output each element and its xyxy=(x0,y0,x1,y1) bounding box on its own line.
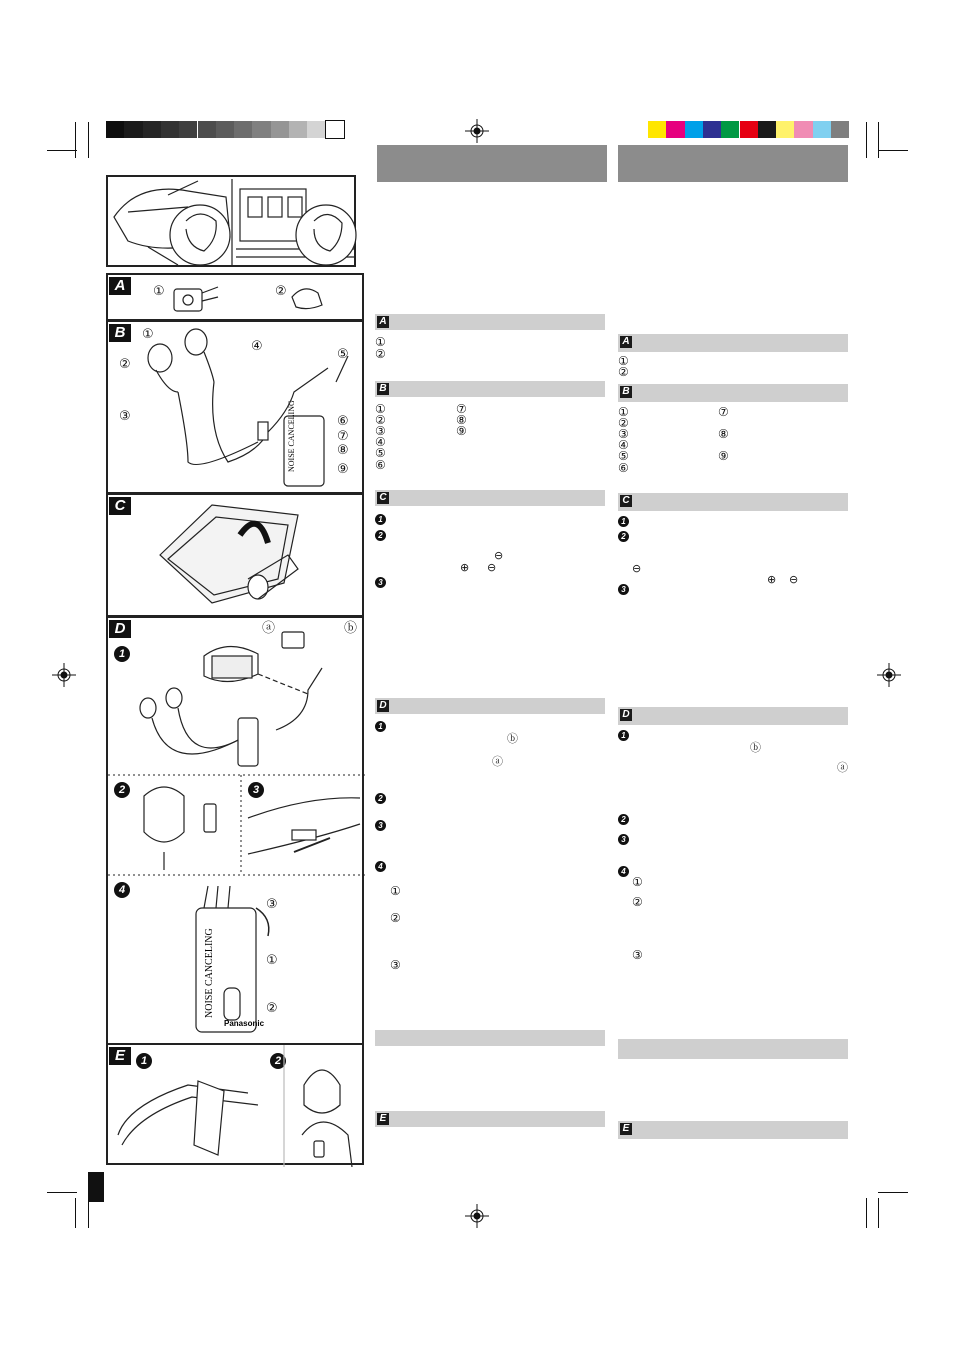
right-section-b-tag: B xyxy=(620,386,632,398)
panel-d-label: D xyxy=(109,620,131,638)
panel-b-device-text: NOISE CANCELING xyxy=(287,400,296,472)
color-swatch xyxy=(666,121,684,138)
right-b-item-6: ⑥ xyxy=(618,461,629,475)
plug-adapter-drawing xyxy=(108,275,366,323)
panel-d-callout-1: ① xyxy=(266,953,278,968)
right-d-mark-a: ⓐ xyxy=(837,761,848,774)
panel-d-callout-3: ③ xyxy=(266,897,278,912)
right-d-step-1: 1 xyxy=(618,730,629,741)
grayscale-swatch xyxy=(326,121,344,138)
right-d-sub-3: ③ xyxy=(632,948,643,962)
right-d-mark-b: ⓑ xyxy=(750,741,761,754)
hero-illustration xyxy=(106,175,356,267)
left-b-item-5: ⑤ xyxy=(375,446,386,460)
right-column-title-bar xyxy=(618,145,848,182)
color-swatch xyxy=(648,121,666,138)
right-d-sub-1: ① xyxy=(632,875,643,889)
panel-b-part-9: ⑨ xyxy=(337,462,349,477)
left-d-step-4: 4 xyxy=(375,861,386,872)
color-swatch xyxy=(758,121,776,138)
right-c-plus: ⊕ xyxy=(767,573,777,586)
left-section-a-tag: A xyxy=(377,316,389,328)
left-c-minus-1: ⊖ xyxy=(494,549,504,562)
right-d-step-2: 2 xyxy=(618,814,629,825)
grayscale-swatch xyxy=(179,121,197,138)
left-d-sub-3: ③ xyxy=(390,958,401,972)
color-swatch xyxy=(776,121,794,138)
grayscale-swatch xyxy=(106,121,124,138)
grayscale-swatch xyxy=(124,121,142,138)
panel-e-step-1: 1 xyxy=(136,1053,152,1069)
left-section-b-tag: B xyxy=(377,383,389,395)
panel-d-step-2: 2 xyxy=(114,782,130,798)
left-section-c-tag: C xyxy=(377,492,389,504)
right-b-item-1: ① xyxy=(618,405,629,419)
panel-d-brand: Panasonic xyxy=(224,1019,265,1028)
right-b-item-9: ⑨ xyxy=(718,449,729,463)
right-c-step-2: 2 xyxy=(618,531,629,542)
connection-drawing xyxy=(108,618,366,1048)
right-section-e-tag: E xyxy=(620,1123,632,1135)
color-swatch xyxy=(794,121,812,138)
left-d-step-2: 2 xyxy=(375,793,386,804)
right-section-c-tag: C xyxy=(620,495,632,507)
figure-panel-e xyxy=(106,1043,364,1165)
right-section-a-tag: A xyxy=(620,336,632,348)
left-c-minus-2: ⊖ xyxy=(487,561,497,574)
right-section-b-bar xyxy=(618,384,848,402)
figure-panel-c xyxy=(106,493,364,617)
right-d-step-3: 3 xyxy=(618,834,629,845)
panel-b-part-7: ⑦ xyxy=(337,429,349,444)
color-swatch xyxy=(740,121,758,138)
left-blank-section-bar xyxy=(375,1030,605,1046)
right-b-item-4: ④ xyxy=(618,438,629,452)
grayscale-swatch xyxy=(307,121,325,138)
left-d-step-1: 1 xyxy=(375,721,386,732)
right-c-step-3: 3 xyxy=(618,584,629,595)
grayscale-swatch xyxy=(143,121,161,138)
right-b-item-5: ⑤ xyxy=(618,449,629,463)
panel-e-label: E xyxy=(109,1047,131,1065)
right-b-item-2: ② xyxy=(618,416,629,430)
color-swatch xyxy=(813,121,831,138)
panel-a-part-2: ② xyxy=(275,284,287,299)
panel-d-plug-b: ⓑ xyxy=(344,621,358,636)
left-b-item-4: ④ xyxy=(375,435,386,449)
right-section-e-bar xyxy=(618,1121,848,1139)
figure-panel-a xyxy=(106,273,364,321)
left-a-item-1: ① xyxy=(375,335,386,349)
left-d-mark-a: ⓐ xyxy=(492,755,503,768)
panel-a-label: A xyxy=(109,277,131,295)
panel-d-device-text: NOISE CANCELING xyxy=(204,928,215,1018)
panel-d-step-4: 4 xyxy=(114,882,130,898)
grayscale-swatch xyxy=(234,121,252,138)
right-b-item-7: ⑦ xyxy=(718,405,729,419)
left-a-item-2: ② xyxy=(375,347,386,361)
left-b-item-6: ⑥ xyxy=(375,458,386,472)
right-a-item-1: ① xyxy=(618,354,629,368)
color-swatch xyxy=(831,121,849,138)
left-b-item-9: ⑨ xyxy=(456,424,467,438)
panel-d-callout-2: ② xyxy=(266,1001,278,1016)
right-c-minus-1: ⊖ xyxy=(632,562,642,575)
right-b-item-3: ③ xyxy=(618,427,629,441)
panel-e-step-2: 2 xyxy=(270,1053,286,1069)
panel-b-part-4: ④ xyxy=(251,339,263,354)
right-section-a-bar xyxy=(618,334,848,352)
earphone-set-drawing xyxy=(108,322,366,496)
left-section-c-bar xyxy=(375,490,605,506)
left-section-d-tag: D xyxy=(377,700,389,712)
panel-b-part-5: ⑤ xyxy=(337,347,349,362)
left-b-item-2: ② xyxy=(375,413,386,427)
grayscale-swatch xyxy=(198,121,216,138)
right-d-sub-2: ② xyxy=(632,895,643,909)
figure-panel-b xyxy=(106,320,364,494)
left-section-e-tag: E xyxy=(377,1113,389,1125)
battery-case-drawing xyxy=(108,495,366,619)
clip-and-neck-strap-drawing xyxy=(108,1045,366,1167)
left-b-item-3: ③ xyxy=(375,424,386,438)
left-section-a-bar xyxy=(375,314,605,330)
panel-b-part-8: ⑧ xyxy=(337,443,349,458)
left-section-b-bar xyxy=(375,381,605,397)
left-c-step-3: 3 xyxy=(375,577,386,588)
grayscale-swatch xyxy=(289,121,307,138)
color-swatch xyxy=(721,121,739,138)
right-section-d-bar xyxy=(618,707,848,725)
left-column-title-bar xyxy=(377,145,607,182)
left-b-item-7: ⑦ xyxy=(456,402,467,416)
right-b-item-8: ⑧ xyxy=(718,427,729,441)
figure-panel-d xyxy=(106,616,364,1046)
panel-d-plug-a: ⓐ xyxy=(262,621,276,636)
left-section-e-bar xyxy=(375,1111,605,1127)
left-d-step-3: 3 xyxy=(375,820,386,831)
right-a-item-2: ② xyxy=(618,365,629,379)
left-d-mark-b: ⓑ xyxy=(507,732,518,745)
left-d-sub-1: ① xyxy=(390,884,401,898)
left-c-step-2: 2 xyxy=(375,530,386,541)
right-section-d-tag: D xyxy=(620,709,632,721)
panel-a-part-1: ① xyxy=(153,284,165,299)
right-c-step-1: 1 xyxy=(618,516,629,527)
grayscale-swatch xyxy=(271,121,289,138)
left-section-d-bar xyxy=(375,698,605,714)
panel-c-label: C xyxy=(109,497,131,515)
right-section-c-bar xyxy=(618,493,848,511)
grayscale-swatch xyxy=(252,121,270,138)
left-b-item-8: ⑧ xyxy=(456,413,467,427)
color-swatch xyxy=(685,121,703,138)
grayscale-swatch xyxy=(161,121,179,138)
panel-d-step-1: 1 xyxy=(114,646,130,662)
left-d-sub-2: ② xyxy=(390,911,401,925)
panel-b-part-2: ② xyxy=(119,357,131,372)
grayscale-swatch xyxy=(216,121,234,138)
panel-b-label: B xyxy=(109,324,131,342)
color-swatch xyxy=(703,121,721,138)
right-blank-section-bar xyxy=(618,1039,848,1059)
panel-d-step-3: 3 xyxy=(248,782,264,798)
left-b-item-1: ① xyxy=(375,402,386,416)
panel-b-part-1: ① xyxy=(142,327,154,342)
panel-b-part-3: ③ xyxy=(119,409,131,424)
right-c-minus-2: ⊖ xyxy=(789,573,799,586)
panel-b-part-6: ⑥ xyxy=(337,414,349,429)
left-c-step-1: 1 xyxy=(375,514,386,525)
right-d-step-4: 4 xyxy=(618,866,629,877)
left-c-plus: ⊕ xyxy=(460,561,470,574)
